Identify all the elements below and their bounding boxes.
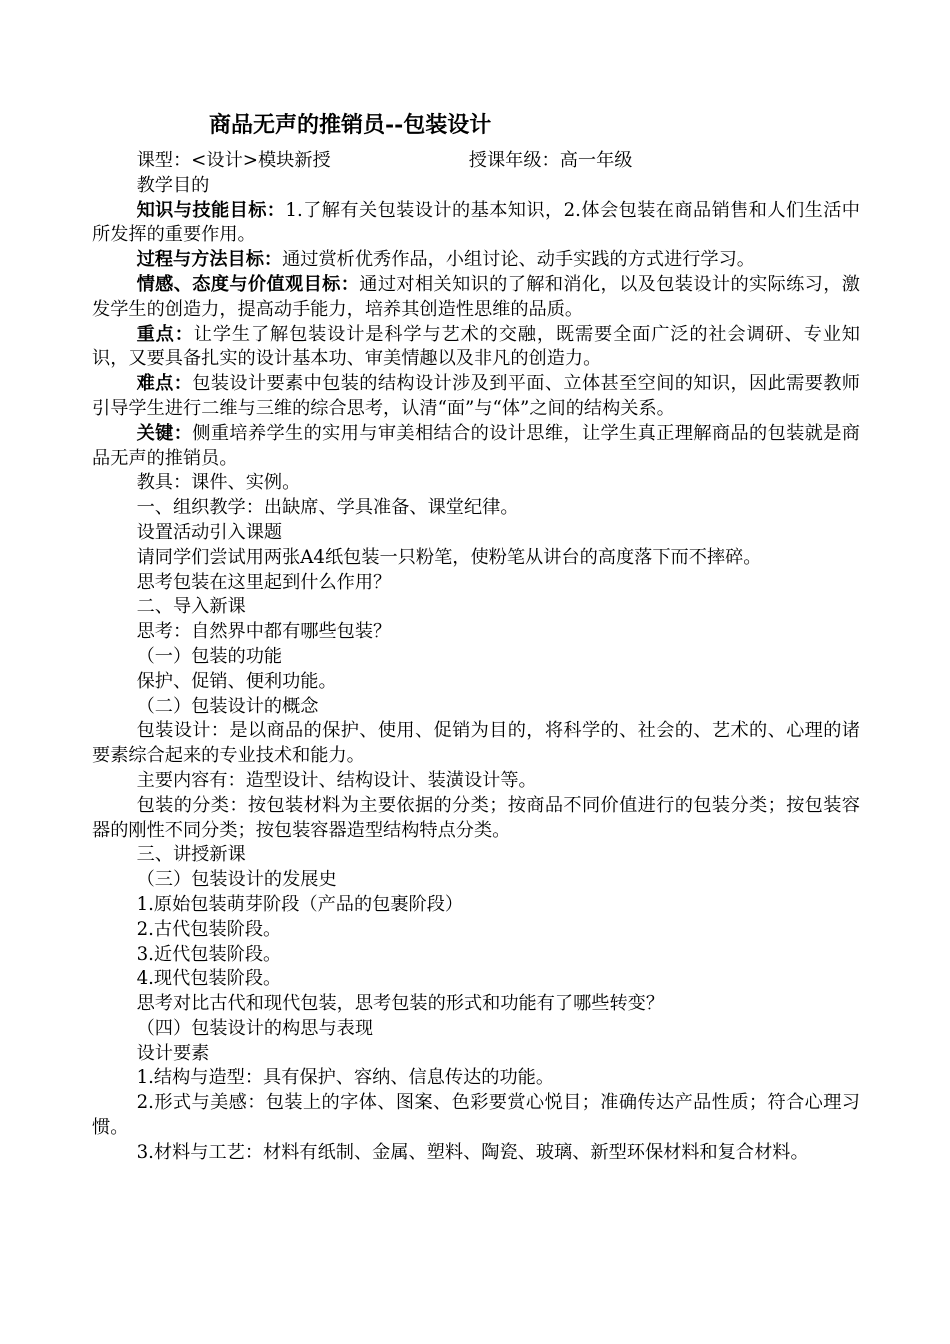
body-paragraph: 请同学们尝试用两张A4纸包装一只粉笔，使粉笔从讲台的高度落下而不摔碎。 — [136, 546, 762, 568]
body-paragraph: 思考对比古代和现代包装，思考包装的形式和功能有了哪些转变？ — [136, 993, 665, 1015]
goal-emotion-label: 情感、态度与价值观目标： — [136, 273, 360, 295]
body-paragraph: 包装设计：是以商品的保护、使用、促销为目的，将科学的、社会的、艺术的、心理的诸要素综合起来的专业技术和能力。 — [92, 720, 860, 767]
goal-process-text: 通过赏析优秀作品，小组讨论、动手实践的方式进行学习。 — [282, 249, 755, 271]
body-paragraph: 三、讲授新课 — [136, 844, 246, 866]
body-paragraph: 思考：自然界中都有哪些包装？ — [136, 621, 392, 643]
goal-knowledge-text: 1.了解有关包装设计的基本知识，2.体会包装在商品销售和人们生活中所发挥的重要作用。 — [92, 199, 860, 246]
body-paragraph: 1.结构与造型：具有保护、容纳、信息传达的功能。 — [136, 1067, 555, 1089]
document-body — [92, 149, 860, 1166]
course-info-line — [92, 149, 860, 174]
goal-knowledge-label: 知识与技能目标： — [136, 199, 286, 221]
key-point-text: 让学生了解包装设计是科学与艺术的交融，既需要全面广泛的社会调研、专业知识，又要具备扎实的设计基本功、审美情趣以及非凡的创造力。 — [92, 323, 860, 370]
body-paragraph: 3.近代包装阶段。 — [136, 943, 282, 965]
crux-point-text: 侧重培养学生的实用与审美相结合的设计思维，让学生真正理解商品的包装就是商品无声的推销员。 — [92, 422, 860, 469]
difficulty-point — [92, 372, 860, 422]
body-paragraph: 1.原始包装萌芽阶段（产品的包裹阶段） — [136, 893, 464, 915]
purpose-heading: 教学目的 — [136, 174, 210, 196]
body-paragraph: 主要内容有：造型设计、结构设计、装潢设计等。 — [136, 769, 537, 791]
body-paragraph: 教具：课件、实例。 — [136, 472, 301, 494]
body-paragraph: 包装的分类：按包装材料为主要依据的分类；按商品不同价值进行的包装分类；按包装容器的刚性不同分类；按包装容器造型结构特点分类。 — [92, 794, 860, 841]
body-paragraph: （四）包装设计的构思与表现 — [136, 1017, 374, 1039]
body-paragraph: 4.现代包装阶段。 — [136, 968, 282, 990]
goal-emotion-text: 通过对相关知识的了解和消化，以及包装设计的实际练习，激发学生的创造力，提高动手能力，培养其创造性思维的品质。 — [92, 273, 860, 320]
goal-process — [92, 248, 860, 273]
body-paragraph: 思考包装在这里起到什么作用？ — [136, 571, 392, 593]
crux-point-label: 关键： — [136, 422, 193, 444]
key-point — [92, 323, 860, 373]
crux-point — [92, 422, 860, 472]
paragraph-list — [92, 471, 860, 1165]
key-point-label: 重点： — [136, 323, 194, 345]
body-paragraph: （一）包装的功能 — [136, 645, 283, 667]
document-title: 商品无声的推销员--包装设计 — [209, 112, 492, 138]
grade-level: 授课年级：高一年级 — [468, 150, 633, 171]
course-type: 课型：<设计>模块新授 — [136, 150, 331, 171]
body-paragraph: 一、组织教学：出缺席、学具准备、课堂纪律。 — [136, 497, 519, 519]
goal-emotion — [92, 273, 860, 323]
goal-process-label: 过程与方法目标： — [136, 249, 283, 271]
body-paragraph: 二、导入新课 — [136, 596, 246, 618]
body-paragraph: 3.材料与工艺：材料有纸制、金属、塑料、陶瓷、玻璃、新型环保材料和复合材料。 — [136, 1141, 809, 1163]
body-paragraph: （三）包装设计的发展史 — [136, 869, 337, 891]
body-paragraph: 保护、促销、便利功能。 — [136, 670, 337, 692]
body-paragraph: 设置活动引入课题 — [136, 521, 283, 543]
body-paragraph: 设计要素 — [136, 1042, 210, 1064]
goal-knowledge — [92, 199, 860, 249]
body-paragraph: 2.古代包装阶段。 — [136, 918, 282, 940]
body-paragraph: 2.形式与美感：包装上的字体、图案、色彩要赏心悦目；准确传达产品性质；符合心理习惯。 — [92, 1092, 860, 1139]
difficulty-point-text: 包装设计要素中包装的结构设计涉及到平面、立体甚至空间的知识，因此需要教师引导学生进行二维与三维的综合思考，认清“面”与“体”之间的结构关系。 — [92, 373, 860, 419]
body-paragraph: （二）包装设计的概念 — [136, 695, 319, 717]
difficulty-point-label: 难点： — [136, 373, 193, 395]
